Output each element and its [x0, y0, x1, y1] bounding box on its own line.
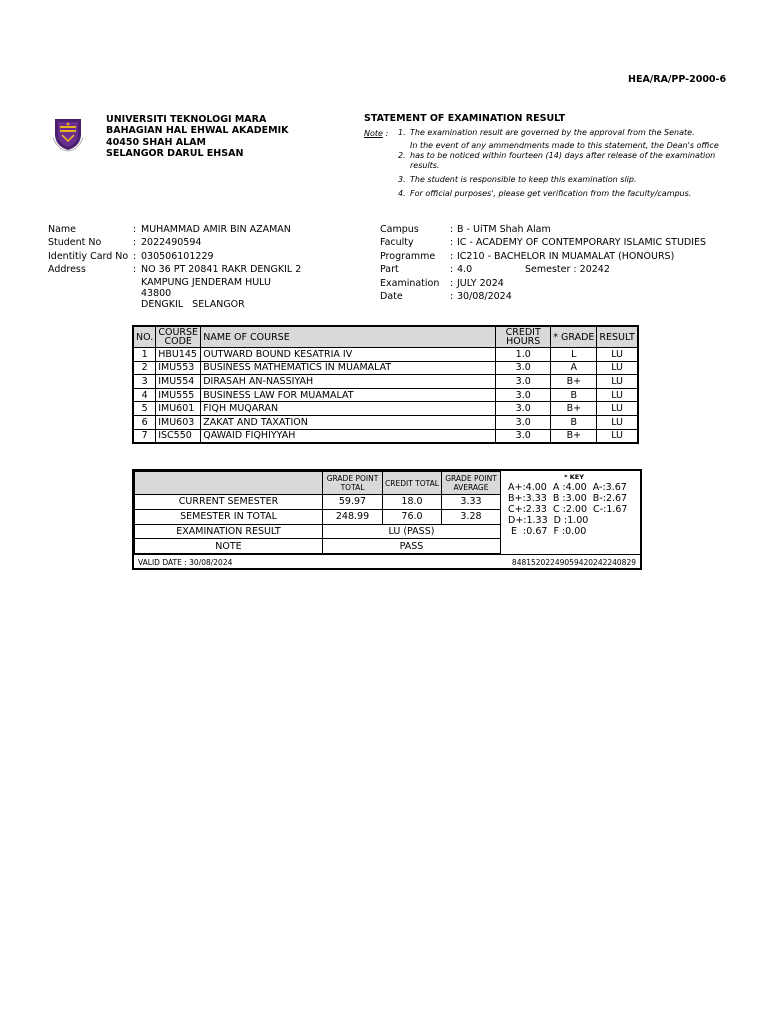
gp-total-header: GRADE POINT TOTAL	[323, 472, 383, 495]
valid-date: VALID DATE : 30/08/2024	[138, 558, 233, 567]
col-result: RESULT	[597, 326, 638, 348]
university-line: SELANGOR DARUL EHSAN	[106, 147, 244, 159]
examination: JULY 2024	[457, 277, 504, 289]
key-line: A+:4.00 A :4.00 A-:3.67	[508, 482, 627, 493]
table-row: 2 IMU553 BUSINESS MATHEMATICS IN MUAMALAT 3.0 A LU	[133, 361, 638, 375]
summary-table	[134, 471, 501, 554]
table-row: 1 HBU145 OUTWARD BOUND KESATRIA IV 1.0 L LU	[133, 348, 638, 362]
gpa-header: GRADE POINT AVERAGE	[442, 472, 501, 495]
student-no: 2022490594	[141, 237, 202, 249]
address-line: NO 36 PT 20841 RAKR DENGKIL 2	[141, 264, 302, 276]
part: 4.0	[457, 264, 473, 276]
table-row: 5 IMU601 FIQH MUQARAN 3.0 B+ LU	[133, 402, 638, 416]
address-label: Address	[48, 264, 86, 276]
address-line: KAMPUNG JENDERAM HULU	[141, 276, 271, 288]
faculty: IC - ACADEMY OF CONTEMPORARY ISLAMIC STUDIES	[457, 237, 707, 249]
exam-label: Examination	[380, 277, 440, 289]
semester-total-row: SEMESTER IN TOTAL 248.99 76.0 3.28	[135, 509, 501, 524]
note-row: NOTE PASS	[135, 539, 501, 554]
table-row: 4 IMU555 BUSINESS LAW FOR MUAMALAT 3.0 B LU	[133, 388, 638, 402]
key-line: C+:2.33 C :2.00 C-:1.67	[508, 504, 628, 515]
university-address-block	[106, 114, 289, 159]
notes-list	[398, 128, 728, 199]
validity-footer	[134, 554, 640, 569]
table-row: 3 IMU554 DIRASAH AN-NASSIYAH 3.0 B+ LU	[133, 375, 638, 389]
campus: B - UiTM Shah Alam	[457, 224, 551, 235]
course-results-table	[132, 325, 639, 444]
summary-header	[135, 472, 501, 495]
col-name: NAME OF COURSE	[201, 326, 496, 348]
address-line: DENGKIL SELANGOR	[141, 298, 245, 310]
semester: 20242	[579, 264, 610, 276]
address-line: 43800	[141, 287, 172, 299]
note-label: Note :	[364, 129, 389, 138]
university-line: 40450 SHAH ALAM	[106, 136, 206, 148]
exam-result-value: LU (PASS)	[323, 524, 501, 539]
semester-label: Semester :	[525, 264, 577, 276]
note-item: 4. For official purposes', please get verification from the faculty/campus.	[398, 189, 692, 198]
exam-result-row: EXAMINATION RESULT LU (PASS)	[135, 524, 501, 539]
table-header	[133, 326, 638, 348]
programme-info: Campus : B - UiTM Shah Alam Faculty : IC - ACADEMY OF CONTEMPORARY ISLAMIC STUDIES Programme : IC210 - BACHELOR IN MUAMALAT (HONOURS) Part : 4.0 Semester : 20242 Examination : JULY 2024 Date : 30/08/2024	[380, 224, 707, 303]
programme: IC210 - BACHELOR IN MUAMALAT (HONOURS)	[457, 250, 675, 262]
faculty-label: Faculty	[380, 237, 414, 249]
part-semester	[457, 263, 706, 276]
name-label: Name	[48, 224, 77, 235]
statement-title: STATEMENT OF EXAMINATION RESULT	[364, 113, 566, 124]
note-item: 1. The examination result are governed by the approval from the Senate.	[398, 128, 695, 137]
note-item: 2. In the event of any ammendments made to this statement, the Dean's office has to be noticed within fourteen (14) days after release of the examination results.	[398, 141, 719, 170]
col-code: COURSE CODE	[156, 326, 201, 348]
col-credit: CREDIT HOURS	[496, 326, 551, 348]
grade-key	[508, 473, 640, 537]
ic-label: Identitiy Card No	[48, 250, 129, 262]
col-no: NO.	[133, 326, 156, 348]
credit-total-header: CREDIT TOTAL	[383, 472, 442, 495]
summary-panel	[132, 469, 642, 570]
ic-number: 030506101229	[141, 250, 214, 262]
note-item: 3. The student is responsible to keep this examination slip.	[398, 175, 637, 184]
key-line: B+:3.33 B :3.00 B-:2.67	[508, 493, 628, 504]
student-name: MUHAMMAD AMIR BIN AZAMAN	[141, 224, 291, 235]
university-line: UNIVERSITI TEKNOLOGI MARA	[106, 114, 267, 125]
date: 30/08/2024	[457, 291, 512, 303]
programme-label: Programme	[380, 250, 436, 262]
student-info: Name : MUHAMMAD AMIR BIN AZAMAN Student No : 2022490594 Identitiy Card No : 030506101229 Address : NO 36 PT 20841 RAKR DENGKIL 2 KAMPUNG JENDERAM HULU 43800 DENGKIL SELANGOR	[48, 224, 302, 310]
address-block	[141, 263, 301, 309]
student-no-label: Student No	[48, 237, 102, 249]
university-line: BAHAGIAN HAL EHWAL AKADEMIK	[106, 125, 289, 137]
university-crest-icon	[52, 116, 84, 152]
table-row: 7 ISC550 QAWAID FIQHIYYAH 3.0 B+ LU	[133, 429, 638, 443]
date-label: Date	[380, 291, 403, 303]
campus-label: Campus	[380, 224, 419, 235]
key-title: * KEY	[564, 473, 584, 481]
document-reference: HEA/RA/PP-2000-6	[628, 74, 727, 85]
col-grade: * GRADE	[551, 326, 597, 348]
table-row: 6 IMU603 ZAKAT AND TAXATION 3.0 B LU	[133, 415, 638, 429]
serial-number: 84815202249059420242240829	[511, 558, 636, 567]
key-line: D+:1.33 D :1.00	[508, 515, 589, 526]
key-line: E :0.67 F :0.00	[508, 526, 587, 537]
note-value: PASS	[323, 539, 501, 554]
current-semester-row: CURRENT SEMESTER 59.97 18.0 3.33	[135, 495, 501, 510]
part-label: Part	[380, 264, 399, 276]
